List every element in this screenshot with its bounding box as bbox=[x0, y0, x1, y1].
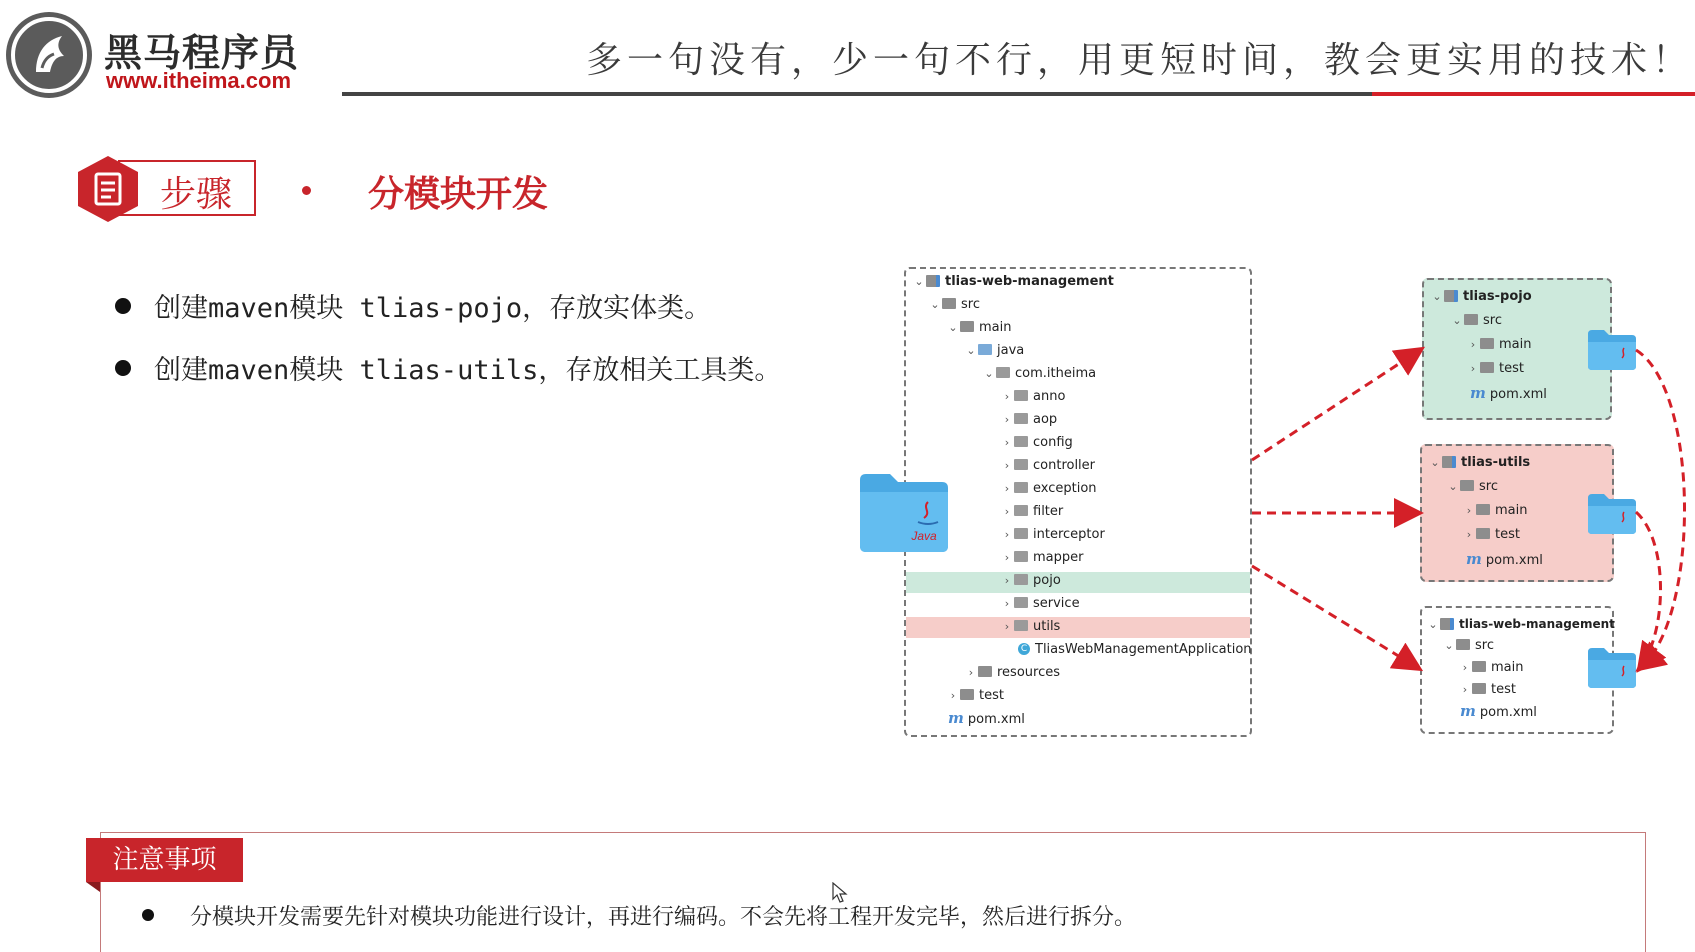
chevron-down-icon: ⌄ bbox=[930, 298, 940, 311]
utils-pom: m pom.xml bbox=[1466, 550, 1543, 568]
tree-test: › test bbox=[946, 686, 1004, 706]
class-icon: C bbox=[1018, 643, 1030, 655]
tree-package-item: › mapper bbox=[1000, 548, 1083, 568]
utils-root: ⌄ tlias-utils bbox=[1428, 453, 1530, 473]
mouse-cursor-icon bbox=[832, 882, 848, 904]
mgmt-root: ⌄ tlias-web-management bbox=[1426, 614, 1615, 634]
tree-main: ⌄ main bbox=[946, 318, 1011, 338]
pojo-pom: m pom.xml bbox=[1470, 384, 1547, 402]
utils-src: ⌄ src bbox=[1446, 477, 1498, 497]
chevron-right-icon: › bbox=[968, 666, 974, 679]
tree-package-item: › controller bbox=[1000, 456, 1095, 476]
chevron-right-icon: › bbox=[1004, 436, 1010, 449]
chevron-right-icon: › bbox=[1470, 338, 1476, 351]
maven-icon: m bbox=[948, 709, 964, 727]
chevron-down-icon: ⌄ bbox=[1448, 480, 1458, 493]
chevron-right-icon: › bbox=[1466, 528, 1472, 541]
brand-name: 黑马程序员 bbox=[104, 31, 300, 75]
chevron-right-icon: › bbox=[1004, 597, 1010, 610]
chevron-down-icon: ⌄ bbox=[1430, 456, 1440, 469]
notice-tag-fold bbox=[86, 882, 100, 892]
notice-box bbox=[100, 832, 1646, 952]
tree-package-item: › service bbox=[1000, 594, 1080, 614]
mgmt-main: › main bbox=[1458, 658, 1523, 678]
maven-icon: m bbox=[1460, 702, 1476, 720]
chevron-right-icon: › bbox=[1004, 459, 1010, 472]
maven-icon: m bbox=[1466, 550, 1482, 568]
chevron-right-icon: › bbox=[950, 689, 956, 702]
tree-package-item: › utils bbox=[1000, 617, 1060, 637]
mgmt-src: ⌄ src bbox=[1442, 636, 1494, 656]
chevron-down-icon: ⌄ bbox=[1432, 290, 1442, 303]
chevron-right-icon: › bbox=[1004, 620, 1010, 633]
bullet-text: 创建maven模块 tlias-pojo，存放实体类。 bbox=[154, 293, 712, 324]
chevron-right-icon: › bbox=[1004, 551, 1010, 564]
tree-resources: › resources bbox=[964, 663, 1060, 683]
pojo-root: ⌄ tlias-pojo bbox=[1430, 287, 1532, 307]
mgmt-pom: m pom.xml bbox=[1460, 702, 1537, 720]
tree-pom: m pom.xml bbox=[948, 709, 1025, 727]
tree-package-item: › config bbox=[1000, 433, 1073, 453]
chevron-right-icon: › bbox=[1004, 574, 1010, 587]
utils-main: › main bbox=[1462, 501, 1527, 521]
tree-package-item: › aop bbox=[1000, 410, 1057, 430]
pojo-main: › main bbox=[1466, 335, 1531, 355]
mgmt-test: › test bbox=[1458, 680, 1516, 700]
chevron-right-icon: › bbox=[1462, 683, 1468, 696]
chevron-down-icon: ⌄ bbox=[966, 344, 976, 357]
maven-icon: m bbox=[1470, 384, 1486, 402]
tree-java: ⌄ java bbox=[964, 341, 1024, 361]
chevron-right-icon: › bbox=[1004, 413, 1010, 426]
chevron-down-icon: ⌄ bbox=[1428, 618, 1438, 631]
tree-package-item: › pojo bbox=[1000, 571, 1061, 591]
tree-package: ⌄ com.itheima bbox=[982, 364, 1096, 384]
slogan: 多一句没有，少一句不行，用更短时间，教会更实用的技术！ bbox=[585, 40, 1693, 81]
tree-src: ⌄ src bbox=[928, 295, 980, 315]
utils-test: › test bbox=[1462, 525, 1520, 545]
chevron-right-icon: › bbox=[1470, 362, 1476, 375]
notice-tag: 注意事项 bbox=[86, 838, 243, 882]
chevron-down-icon: ⌄ bbox=[948, 321, 958, 334]
bullet-text: 创建maven模块 tlias-utils，存放相关工具类。 bbox=[154, 355, 782, 386]
chevron-right-icon: › bbox=[1004, 528, 1010, 541]
tree-root: ⌄ tlias-web-management bbox=[912, 272, 1114, 292]
chevron-right-icon: › bbox=[1466, 504, 1472, 517]
chevron-right-icon: › bbox=[1004, 482, 1010, 495]
pojo-src: ⌄ src bbox=[1450, 311, 1502, 331]
pojo-test: › test bbox=[1466, 359, 1524, 379]
arrow-to-pojo bbox=[1252, 350, 1420, 460]
arrow-utils-to-web bbox=[1636, 512, 1661, 668]
notice-text: 分模块开发需要先针对模块功能进行设计，再进行编码。不会先将工程开发完毕，然后进行拆分。 bbox=[190, 905, 1137, 930]
chevron-down-icon: ⌄ bbox=[914, 275, 924, 288]
chevron-right-icon: › bbox=[1462, 661, 1468, 674]
chevron-right-icon: › bbox=[1004, 505, 1010, 518]
notice-bullet bbox=[142, 909, 154, 921]
tree-package-item: › filter bbox=[1000, 502, 1063, 522]
chevron-down-icon: ⌄ bbox=[984, 367, 994, 380]
step-tag-label: 步骤 bbox=[160, 174, 233, 215]
arrow-pojo-to-web bbox=[1636, 350, 1685, 668]
tree-package-item: › exception bbox=[1000, 479, 1097, 499]
tree-package-item: › interceptor bbox=[1000, 525, 1105, 545]
tree-package-item: › anno bbox=[1000, 387, 1065, 407]
chevron-down-icon: ⌄ bbox=[1444, 639, 1454, 652]
brand-url: www.itheima.com bbox=[106, 68, 292, 93]
arrow-to-web-management bbox=[1252, 566, 1418, 668]
chevron-down-icon: ⌄ bbox=[1452, 314, 1462, 327]
tree-app-class: C TliasWebManagementApplication bbox=[1018, 640, 1252, 660]
chevron-right-icon: › bbox=[1004, 390, 1010, 403]
page-title: 分模块开发 bbox=[368, 174, 549, 215]
java-folder-label: Java bbox=[911, 529, 937, 543]
